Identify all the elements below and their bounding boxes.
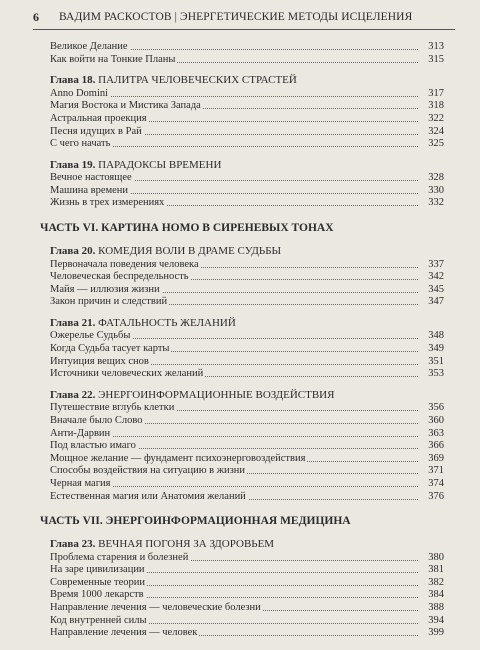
toc-part-heading: ЧАСТЬ VII. ЭНЕРГОИНФОРМАЦИОННАЯ МЕДИЦИНА — [40, 515, 351, 528]
toc-entry-page: 330 — [428, 184, 444, 196]
chapter-title: ВЕЧНАЯ ПОГОНЯ ЗА ЗДОРОВЬЕМ — [98, 538, 275, 551]
toc-entry-page: 394 — [428, 614, 444, 626]
toc-entry-title: На заре цивилизации — [50, 564, 145, 576]
toc-entry-page: 332 — [428, 197, 444, 209]
toc-entry — [50, 295, 444, 308]
toc-entry — [50, 576, 444, 589]
toc-entry — [50, 171, 444, 184]
toc-entry-page: 317 — [428, 87, 444, 99]
toc-entry-title: Код внутренней силы — [50, 614, 147, 626]
toc-entry-page: 324 — [428, 125, 444, 137]
toc-entry — [50, 452, 444, 465]
chapter-number: Глава 22. — [50, 388, 96, 401]
toc-entry-page: 353 — [428, 368, 444, 380]
toc-entry-title: Черная магия — [50, 477, 111, 489]
toc-entry — [50, 427, 444, 440]
toc-chapter-heading — [50, 158, 450, 172]
toc-chapter-heading — [50, 537, 450, 551]
toc-entry-title: Анти-Дарвин — [50, 427, 111, 439]
toc-entry-page: 315 — [428, 53, 444, 65]
toc-entry — [50, 367, 444, 380]
toc-entry — [50, 112, 444, 125]
toc-entry-page: 380 — [428, 551, 444, 563]
toc-entry-title: Машина времени — [50, 184, 129, 196]
toc-entry — [50, 137, 444, 150]
toc-entry — [50, 563, 444, 576]
toc-entry-title: Современные теории — [50, 576, 145, 588]
toc-entry-title: Человеческая беспредельность — [50, 271, 189, 283]
toc-entry — [50, 329, 444, 342]
toc-entry-page: 348 — [428, 330, 444, 342]
toc-entry-page: 382 — [428, 576, 444, 588]
toc-entry-title: Способы воздействия на ситуацию в жизни — [50, 465, 246, 477]
toc-entry-page: 360 — [428, 414, 444, 426]
toc-entry-title: Источники человеческих желаний — [50, 368, 204, 380]
toc-entry-page: 376 — [428, 490, 444, 502]
toc-entry-page: 313 — [428, 41, 444, 52]
toc-entry-title: Когда Судьба тасует карты — [50, 343, 170, 354]
toc-entry-page: 381 — [428, 564, 444, 576]
toc-entry-title: Астральная проекция — [50, 112, 147, 124]
toc-entry-title: Время 1000 лекарств — [50, 589, 144, 601]
toc-entry-page: 342 — [428, 271, 444, 283]
toc-entry — [50, 283, 444, 296]
chapter-title: ЭНЕРГОИНФОРМАЦИОННЫЕ ВОЗДЕЙСТВИЯ — [98, 388, 335, 401]
toc-entry-page: 369 — [428, 452, 444, 464]
toc-entry-page: 399 — [428, 627, 444, 639]
toc-part-heading: ЧАСТЬ VI. КАРТИНА НОМО В СИРЕНЕВЫХ ТОНАХ — [40, 222, 334, 234]
toc-entry-page: 347 — [428, 296, 444, 308]
toc-entry-page: 388 — [428, 602, 444, 613]
toc-chapter-heading — [50, 388, 450, 402]
toc-entry — [50, 626, 444, 639]
toc-entry-page: 318 — [428, 100, 444, 112]
toc-entry — [50, 125, 444, 138]
toc-entry-page: 322 — [428, 112, 444, 124]
toc-entry — [50, 614, 444, 627]
toc-entry-title: Жизнь в трех измерениях — [50, 197, 165, 209]
toc-entry — [50, 196, 444, 209]
toc-entry-title: Естественная магия или Анатомия желаний — [50, 490, 246, 502]
toc-entry-title: Вначале было Слово — [50, 414, 143, 426]
toc-entry — [50, 439, 444, 452]
toc-entry — [50, 464, 444, 477]
toc-entry-title: Направление лечения — человек — [50, 627, 198, 639]
chapter-number: Глава 21. — [50, 316, 96, 329]
toc-entry — [50, 490, 444, 503]
toc-entry-page: 325 — [428, 138, 444, 150]
page-number: 6 — [33, 10, 40, 24]
toc-entry-title: Магия Востока и Мистика Запада — [50, 100, 201, 112]
toc-chapter-heading — [50, 316, 450, 330]
toc-entry-page: 363 — [428, 427, 444, 439]
toc-entry-page: 349 — [428, 343, 444, 354]
toc-entry-title: Мощное желание — фундамент психоэнерговоздействия — [50, 452, 306, 464]
toc-entry — [50, 40, 444, 53]
toc-entry-title: Первоначала поведения человека — [50, 258, 199, 270]
toc-entry-title: Ожерелье Судьбы — [50, 330, 131, 342]
toc-entry-page: 366 — [428, 440, 444, 452]
toc-entry — [50, 355, 444, 368]
chapter-title: ПАРАДОКСЫ ВРЕМЕНИ — [98, 158, 222, 171]
toc-entry-title: Anno Domini — [50, 87, 109, 99]
toc-entry-page: 337 — [428, 258, 444, 270]
toc-entry — [50, 53, 444, 66]
toc-entry-title: Закон причин и следствий — [50, 296, 168, 308]
toc-entry-title: Путешествие вглубь клетки — [50, 402, 175, 414]
toc-entry — [50, 342, 444, 355]
toc-entry-page: 374 — [428, 477, 444, 489]
toc-entry — [50, 588, 444, 601]
toc-entry-title: С чего начать — [50, 138, 111, 150]
toc-entry-title: Как войти на Тонкие Планы — [50, 53, 176, 65]
toc-entry — [50, 87, 444, 100]
toc-entry-page: 356 — [428, 402, 444, 414]
toc-entry — [50, 414, 444, 427]
toc-entry-page: 371 — [428, 465, 444, 477]
toc-entry-title: Майя — иллюзия жизни — [50, 283, 160, 295]
toc-entry — [50, 270, 444, 283]
chapter-number: Глава 18. — [50, 74, 96, 87]
toc-entry-title: Под властью имаго — [50, 440, 136, 452]
toc-entry-title: Песня идущих в Рай — [50, 125, 142, 137]
toc-entry-page: 328 — [428, 172, 444, 184]
toc-entry — [50, 477, 444, 490]
toc-entry — [50, 401, 444, 414]
chapter-title: ПАЛИТРА ЧЕЛОВЕЧЕСКИХ СТРАСТЕЙ — [98, 74, 297, 87]
toc-entry — [50, 184, 444, 197]
toc-chapter-heading — [50, 73, 450, 87]
chapter-number: Глава 19. — [50, 158, 96, 171]
toc-entry — [50, 258, 444, 271]
chapter-title: ФАТАЛЬНОСТЬ ЖЕЛАНИЙ — [98, 316, 236, 329]
toc-entry-title: Великое Делание — [50, 41, 128, 52]
chapter-title: КОМЕДИЯ ВОЛИ В ДРАМЕ СУДЬБЫ — [98, 245, 282, 257]
toc-entry-page: 351 — [428, 355, 444, 367]
toc-entry-title: Проблема старения и болезней — [50, 551, 189, 563]
toc-entry — [50, 551, 444, 564]
toc-entry — [50, 601, 444, 614]
chapter-number: Глава 23. — [50, 538, 96, 551]
chapter-number: Глава 20. — [50, 245, 96, 257]
toc-entry-title: Интуиция вещих снов — [50, 355, 149, 367]
toc-entry-title: Вечное настоящее — [50, 172, 132, 184]
toc-entry-page: 384 — [428, 589, 444, 601]
toc-entry — [50, 99, 444, 112]
toc-chapter-heading — [50, 244, 450, 258]
toc-entry-page: 345 — [428, 283, 444, 295]
running-title: ВАДИМ РАСКОСТОВ | ЭНЕРГЕТИЧЕСКИЕ МЕТОДЫ ИСЦЕЛЕНИЯ — [59, 11, 413, 23]
toc-entry-title: Направление лечения — человеческие болезни — [50, 602, 261, 613]
